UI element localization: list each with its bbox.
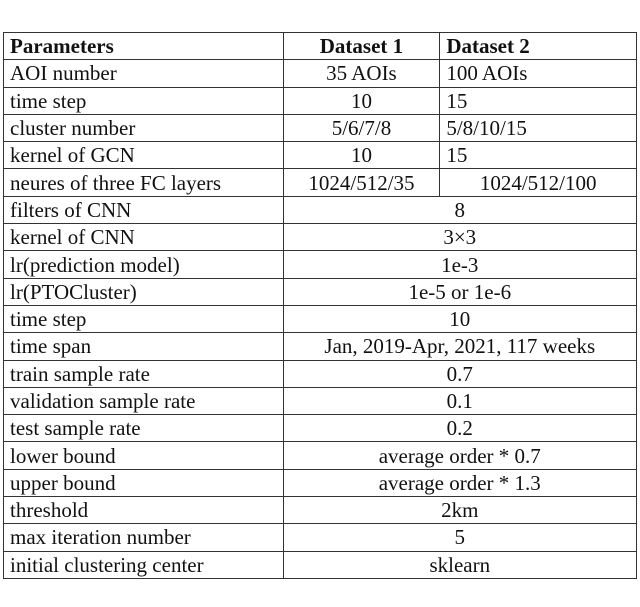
table-row (4, 196, 637, 223)
param-name: threshold (4, 497, 284, 524)
table-row (4, 224, 637, 251)
table-row (4, 114, 637, 141)
dataset-2-value: 5/8/10/15 (440, 114, 637, 141)
param-name: time step (4, 87, 284, 114)
table-row (4, 305, 637, 332)
shared-value: 8 (283, 196, 636, 223)
dataset-1-value: 5/6/7/8 (283, 114, 440, 141)
dataset-1-value: 35 AOIs (283, 60, 440, 87)
table-row (4, 87, 637, 114)
table-row (4, 415, 637, 442)
header-dataset-2: Dataset 2 (440, 33, 637, 60)
param-name: time step (4, 305, 284, 332)
shared-value: average order * 1.3 (283, 469, 636, 496)
table-row (4, 497, 637, 524)
param-name: AOI number (4, 60, 284, 87)
table-row (4, 333, 637, 360)
shared-value: 5 (283, 524, 636, 551)
table-row (4, 278, 637, 305)
param-name: kernel of GCN (4, 142, 284, 169)
shared-value: average order * 0.7 (283, 442, 636, 469)
table-row (4, 251, 637, 278)
header-parameters: Parameters (4, 33, 284, 60)
table-row (4, 524, 637, 551)
param-name: cluster number (4, 114, 284, 141)
dataset-2-value: 100 AOIs (440, 60, 637, 87)
param-name: validation sample rate (4, 387, 284, 414)
table-row (4, 551, 637, 578)
table-row (4, 169, 637, 196)
dataset-2-value: 15 (440, 142, 637, 169)
dataset-1-value: 1024/512/35 (283, 169, 440, 196)
shared-value: 0.7 (283, 360, 636, 387)
param-name: lr(PTOCluster) (4, 278, 284, 305)
dataset-2-value: 15 (440, 87, 637, 114)
shared-value: Jan, 2019-Apr, 2021, 117 weeks (283, 333, 636, 360)
param-name: upper bound (4, 469, 284, 496)
param-name: initial clustering center (4, 551, 284, 578)
dataset-1-value: 10 (283, 87, 440, 114)
param-name: neures of three FC layers (4, 169, 284, 196)
table-row (4, 60, 637, 87)
shared-value: 0.2 (283, 415, 636, 442)
shared-value: 0.1 (283, 387, 636, 414)
shared-value: 3×3 (283, 224, 636, 251)
table-row (4, 142, 637, 169)
param-name: lower bound (4, 442, 284, 469)
shared-value: 2km (283, 497, 636, 524)
header-dataset-1: Dataset 1 (283, 33, 440, 60)
parameters-table (3, 32, 637, 579)
table-row (4, 469, 637, 496)
dataset-2-value: 1024/512/100 (440, 169, 637, 196)
shared-value: 10 (283, 305, 636, 332)
shared-value: sklearn (283, 551, 636, 578)
table-row (4, 387, 637, 414)
table-row (4, 360, 637, 387)
table-row (4, 442, 637, 469)
param-name: max iteration number (4, 524, 284, 551)
shared-value: 1e-5 or 1e-6 (283, 278, 636, 305)
shared-value: 1e-3 (283, 251, 636, 278)
param-name: lr(prediction model) (4, 251, 284, 278)
param-name: train sample rate (4, 360, 284, 387)
param-name: time span (4, 333, 284, 360)
param-name: filters of CNN (4, 196, 284, 223)
param-name: test sample rate (4, 415, 284, 442)
header-row (4, 33, 637, 60)
param-name: kernel of CNN (4, 224, 284, 251)
dataset-1-value: 10 (283, 142, 440, 169)
